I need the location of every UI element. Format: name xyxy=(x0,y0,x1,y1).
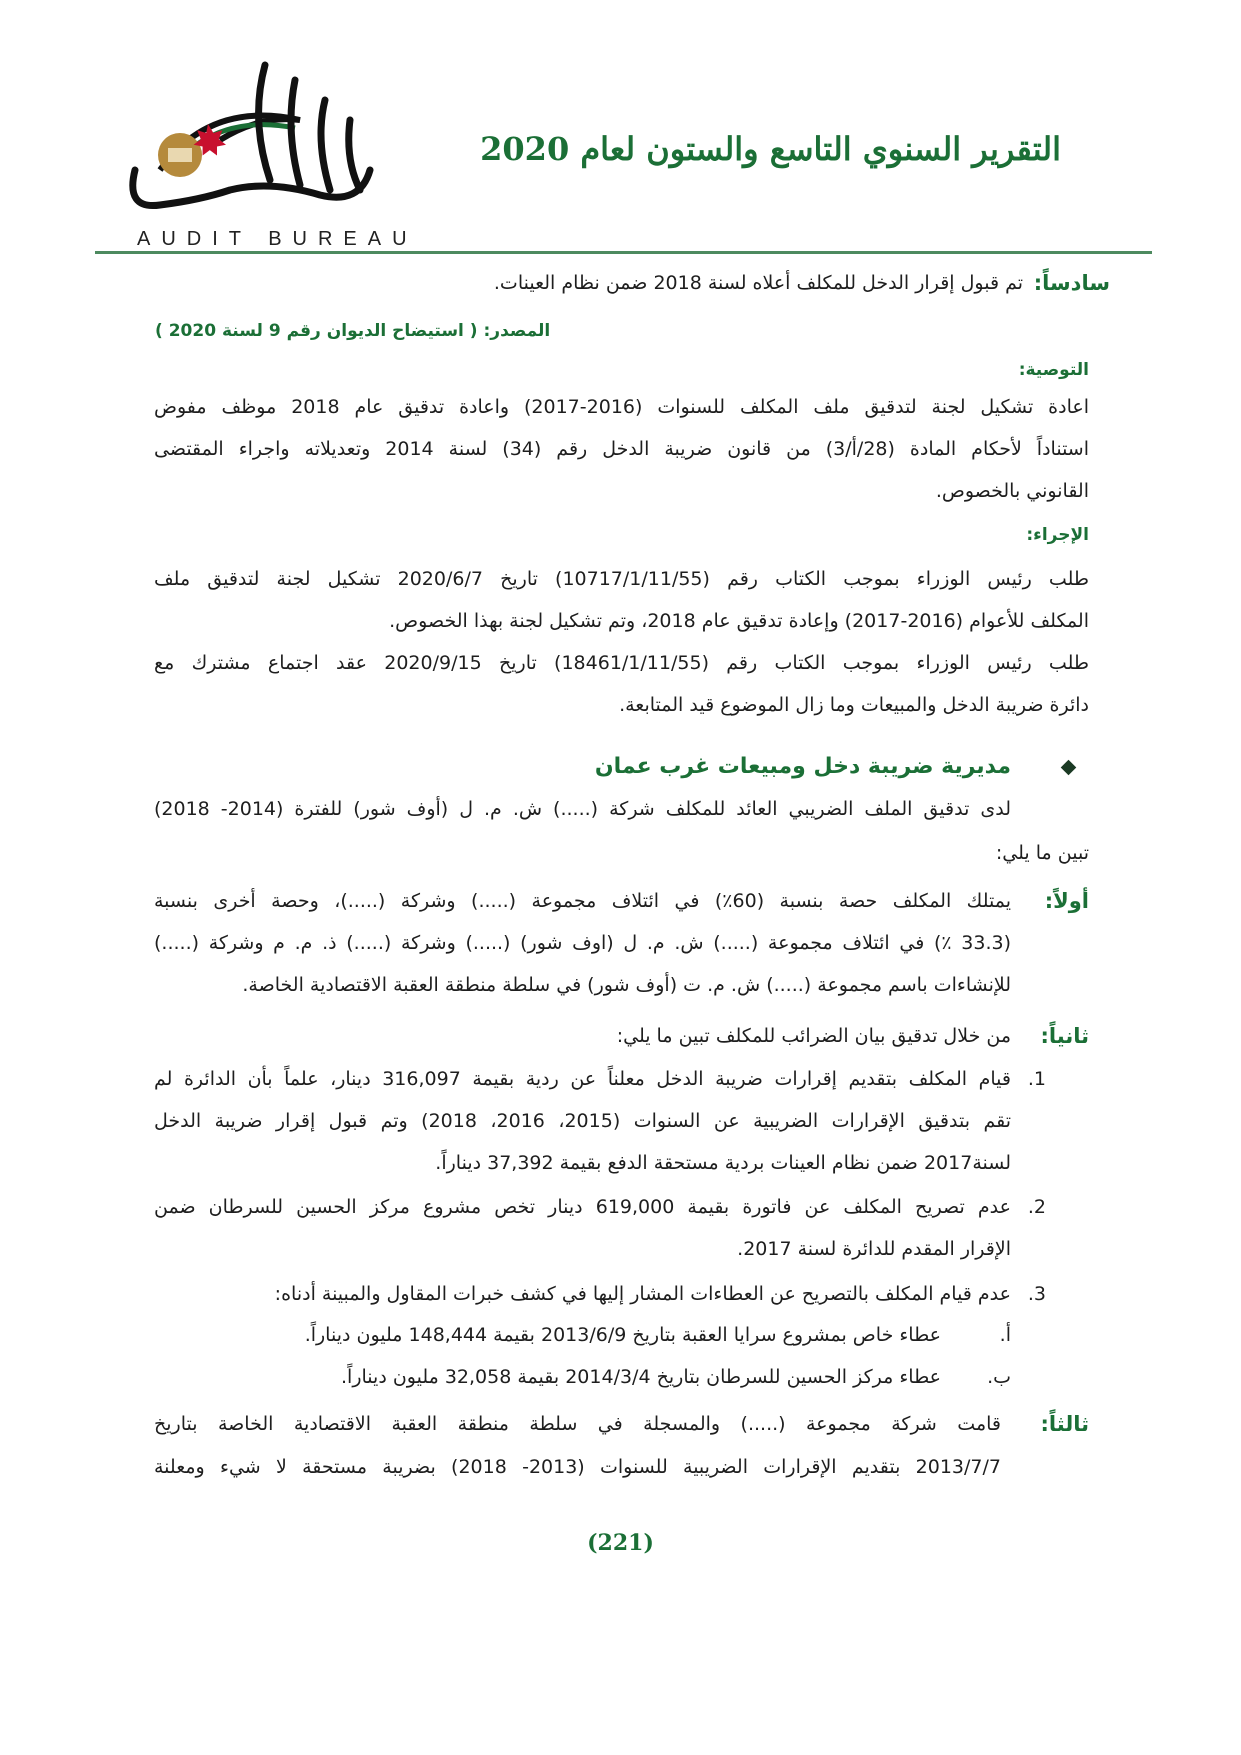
thalithan-label: ثالثاً: xyxy=(1040,1412,1089,1436)
sadisan-text: تم قبول إقرار الدخل للمكلف أعلاه لسنة 2018 ضمن نظام العينات. xyxy=(493,272,1023,294)
item-line: لسنة2017 ضمن نظام العينات بردية مستحقة الدفع بقيمة 37,392 ديناراً. xyxy=(435,1152,1011,1174)
subitem-letter: ب. xyxy=(987,1366,1011,1388)
item-line: تقم بتدقيق الإقرارات الضريبية عن السنوات (2015، 2016، 2018) وتم قبول إقرار ضريبة الدخل xyxy=(154,1110,1011,1132)
recommendation-line: اعادة تشكيل لجنة لتدقيق ملف المكلف للسنوات (2016-2017) واعادة تدقيق عام 2018 موظف مفوض xyxy=(154,396,1089,418)
item-number: 2. xyxy=(1027,1196,1046,1218)
section-intro-line: تبين ما يلي: xyxy=(995,842,1089,864)
sadisan-label: سادساً: xyxy=(1033,271,1110,295)
thalithan-line: قامت شركة مجموعة (.....) والمسجلة في سلطة منطقة العقبة الاقتصادية الخاصة بتاريخ xyxy=(154,1413,1001,1435)
item-line: الإقرار المقدم للدائرة لسنة 2017. xyxy=(737,1238,1011,1260)
report-title: التقرير السنوي التاسع والستون لعام 2020 xyxy=(480,130,1061,168)
recommendation-label: التوصية: xyxy=(1018,360,1089,380)
procedure-line: طلب رئيس الوزراء بموجب الكتاب رقم (10717/1/11/55) تاريخ 2020/6/7 تشكيل لجنة لتدقيق ملف xyxy=(154,568,1089,590)
awalan-label: أولاً: xyxy=(1044,889,1089,913)
thalithan-line: 2013/7/7 بتقديم الإقرارات الضريبية للسنوات (2013- 2018) بضريبة مستحقة لا شيء ومعلنة xyxy=(154,1456,1001,1478)
procedure-line: دائرة ضريبة الدخل والمبيعات وما زال الموضوع قيد المتابعة. xyxy=(619,694,1089,716)
item-number: 1. xyxy=(1027,1068,1046,1090)
subitem-letter: أ. xyxy=(999,1324,1011,1346)
recommendation-line: استناداً لأحكام المادة (28/أ/3) من قانون ضريبة الدخل رقم (34) لسنة 2014 وتعديلاته واجراء المقتضى xyxy=(154,438,1089,460)
thaniyan-text: من خلال تدقيق بيان الضرائب للمكلف تبين ما يلي: xyxy=(616,1025,1011,1047)
item-number: 3. xyxy=(1027,1283,1046,1305)
source-note: المصدر: ( استيضاح الديوان رقم 9 لسنة 2020 ) xyxy=(155,321,551,341)
awalan-line: للإنشاءات باسم مجموعة (.....) ش. م. ت (أوف شور) في سلطة منطقة العقبة الاقتصادية الخاصة. xyxy=(242,974,1011,996)
audit-bureau-logo xyxy=(120,60,420,250)
item-line: عدم تصريح المكلف عن فاتورة بقيمة 619,000 دينار تخص مشروع مركز الحسين للسرطان ضمن xyxy=(154,1196,1011,1218)
thaniyan-label: ثانياً: xyxy=(1040,1024,1089,1048)
logo-english-text: AUDIT BUREAU xyxy=(137,228,418,250)
awalan-line: يمتلك المكلف حصة بنسبة (60٪) في ائتلاف مجموعة (.....) وشركة (.....)، وحصة أخرى بنسبة xyxy=(154,890,1011,912)
section-heading: مديرية ضريبة دخل ومبيعات غرب عمان xyxy=(594,754,1011,779)
subitem-text: عطاء خاص بمشروع سرايا العقبة بتاريخ 2013/6/9 بقيمة 148,444 مليون ديناراً. xyxy=(304,1324,941,1346)
procedure-label: الإجراء: xyxy=(1026,525,1089,545)
header-rule xyxy=(95,251,1152,254)
procedure-line: طلب رئيس الوزراء بموجب الكتاب رقم (18461/1/11/55) تاريخ 2020/9/15 عقد اجتماع مشترك مع xyxy=(154,652,1090,674)
awalan-line: (33.3 ٪) في ائتلاف مجموعة (.....) ش. م. ل (اوف شور) (.....) وشركة (.....) ذ. م. م وشركة (.....) xyxy=(154,932,1011,954)
diamond-bullet-icon xyxy=(1061,760,1077,776)
section-intro-line: لدى تدقيق الملف الضريبي العائد للمكلف شركة (.....) ش. م. ل (أوف شور) للفترة (2014- 2018) xyxy=(154,798,1011,820)
page-number: (221) xyxy=(587,1530,654,1556)
item-line: عدم قيام المكلف بالتصريح عن العطاءات المشار إليها في كشف خبرات المقاول والمبينة أدناه: xyxy=(274,1283,1011,1305)
recommendation-line: القانوني بالخصوص. xyxy=(935,480,1089,502)
item-line: قيام المكلف بتقديم إقرارات ضريبة الدخل معلناً عن ردية بقيمة 316,097 دينار، علماً بأن الدائرة لم xyxy=(154,1068,1011,1090)
subitem-text: عطاء مركز الحسين للسرطان بتاريخ 2014/3/4 بقيمة 32,058 مليون ديناراً. xyxy=(341,1366,941,1388)
procedure-line: المكلف للأعوام (2016-2017) وإعادة تدقيق عام 2018، وتم تشكيل لجنة بهذا الخصوص. xyxy=(389,610,1089,632)
